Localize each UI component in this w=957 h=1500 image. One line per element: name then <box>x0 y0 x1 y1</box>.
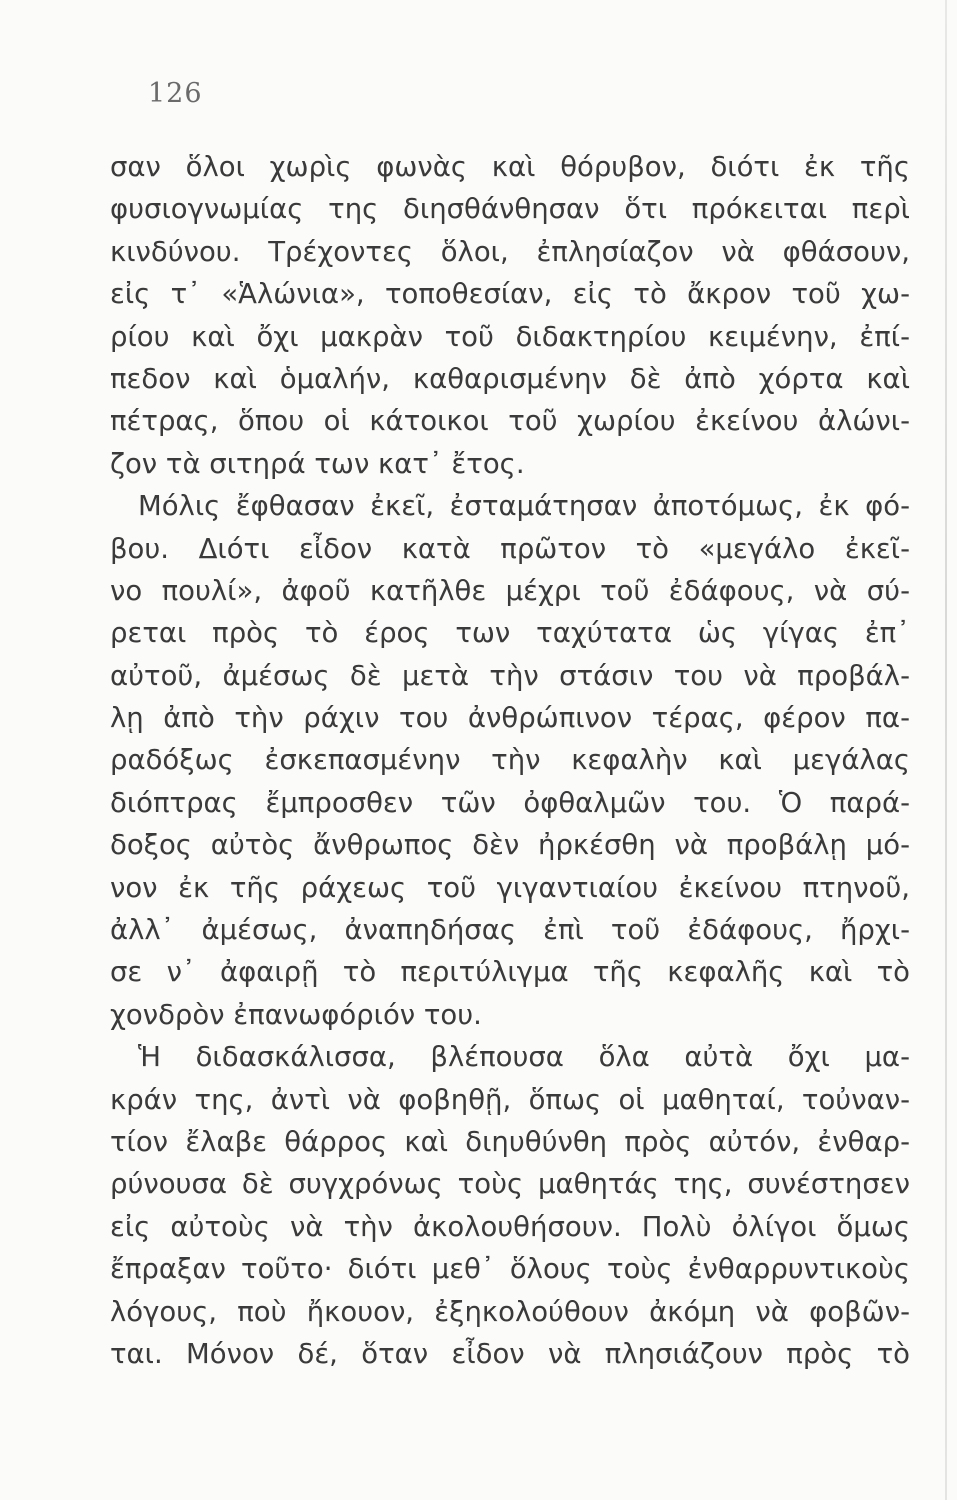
text-line: σαν ὅλοι χωρὶς φωνὰς καὶ θόρυβον, διότι ἐκ τῆς <box>110 151 910 183</box>
text-line: Μόλις ἔφθασαν ἐκεῖ, ἐσταμάτησαν ἀποτόμως, ἐκ φό- <box>138 490 910 523</box>
text-line: βου. Διότι εἶδον κατὰ πρῶτον τὸ «μεγάλο ἐκεῖ- <box>110 532 910 565</box>
text-line: λόγους, ποὺ ἤκουον, ἐξηκολούθουν ἀκόμη νὰ φοβῶν- <box>110 1295 910 1328</box>
text-line: ρύνουσα δὲ συγχρόνως τοὺς μαθητάς της, συνέστησεν <box>110 1168 910 1201</box>
text-line: εἰς αὐτοὺς νὰ τὴν ἀκολουθήσουν. Πολὺ ὀλίγοι ὅμως <box>110 1210 910 1243</box>
page-number: 126 <box>148 78 203 109</box>
text-line: πέτρας, ὅπου οἱ κάτοικοι τοῦ χωρίου ἐκείνου ἀλώνι- <box>110 405 910 438</box>
text-line: πεδον καὶ ὁμαλήν, καθαρισμένην δὲ ἀπὸ χόρτα καὶ <box>110 362 910 395</box>
text-line: ται. Μόνον δέ, ὅταν εἶδον νὰ πλησιάζουν πρὸς τὸ <box>110 1337 910 1370</box>
text-line: εἰς τ᾽ «Ἁλώνια», τοποθεσίαν, εἰς τὸ ἄκρον τοῦ χω- <box>110 278 910 311</box>
text-line: τίον ἔλαβε θάρρος καὶ διηυθύνθη πρὸς αὐτόν, ἐνθαρ- <box>110 1125 910 1158</box>
text-line: ρεται πρὸς τὸ έρος των ταχύτατα ὡς γίγας ἐπ᾽ <box>110 617 910 650</box>
text-line: νο πουλί», ἀφοῦ κατῆλθε μέχρι τοῦ ἐδάφους, νὰ σύ- <box>110 574 910 607</box>
page-edge <box>945 0 947 1500</box>
text-line: ζον τὰ σιτηρά των κατ᾽ ἔτος. <box>110 447 525 480</box>
text-line: κινδύνου. Τρέχοντες ὅλοι, ἐπλησίαζον νὰ φθάσουν, <box>110 235 910 268</box>
text-line: νον ἐκ τῆς ράχεως τοῦ γιγαντιαίου ἐκείνου πτηνοῦ, <box>110 871 910 904</box>
text-line: ραδόξως ἐσκεπασμένην τὴν κεφαλὴν καὶ μεγάλας <box>110 744 910 777</box>
text-line: δοξος αὐτὸς ἄνθρωπος δὲν ἠρκέσθη νὰ προβάλῃ μό- <box>110 829 910 862</box>
text-line: αὐτοῦ, ἀμέσως δὲ μετὰ τὴν στάσιν του νὰ προβάλ- <box>110 659 910 692</box>
page-text <box>110 146 910 1375</box>
text-line: χονδρὸν ἐπανωφόριόν του. <box>110 998 482 1031</box>
text-line: φυσιογνωμίας της διησθάνθησαν ὅτι πρόκειται περὶ <box>110 193 910 226</box>
text-line: ἀλλ᾽ ἀμέσως, ἀναπηδήσας ἐπὶ τοῦ ἐδάφους, ἤρχι- <box>110 914 910 947</box>
text-line: Ἡ διδασκάλισσα, βλέπουσα ὅλα αὐτὰ ὄχι μα- <box>138 1041 910 1074</box>
text-line: σε ν᾽ ἀφαιρῇ τὸ περιτύλιγμα τῆς κεφαλῆς καὶ τὸ <box>110 956 910 989</box>
text-line: λῃ ἀπὸ τὴν ράχιν του ἀνθρώπινον τέρας, φέρον πα- <box>110 702 910 735</box>
text-line: κράν της, ἀντὶ νὰ φοβηθῇ, ὅπως οἱ μαθηταί, τοὐναν- <box>110 1083 910 1116</box>
text-line: ἔπραξαν τοῦτο· διότι μεθ᾽ ὅλους τοὺς ἐνθαρρυντικοὺς <box>110 1253 910 1286</box>
text-line: ρίου καὶ ὄχι μακρὰν τοῦ διδακτηρίου κειμένην, ἐπί- <box>110 320 910 353</box>
text-line: διόπτρας ἔμπροσθεν τῶν ὀφθαλμῶν του. Ὁ παρά- <box>110 786 910 819</box>
